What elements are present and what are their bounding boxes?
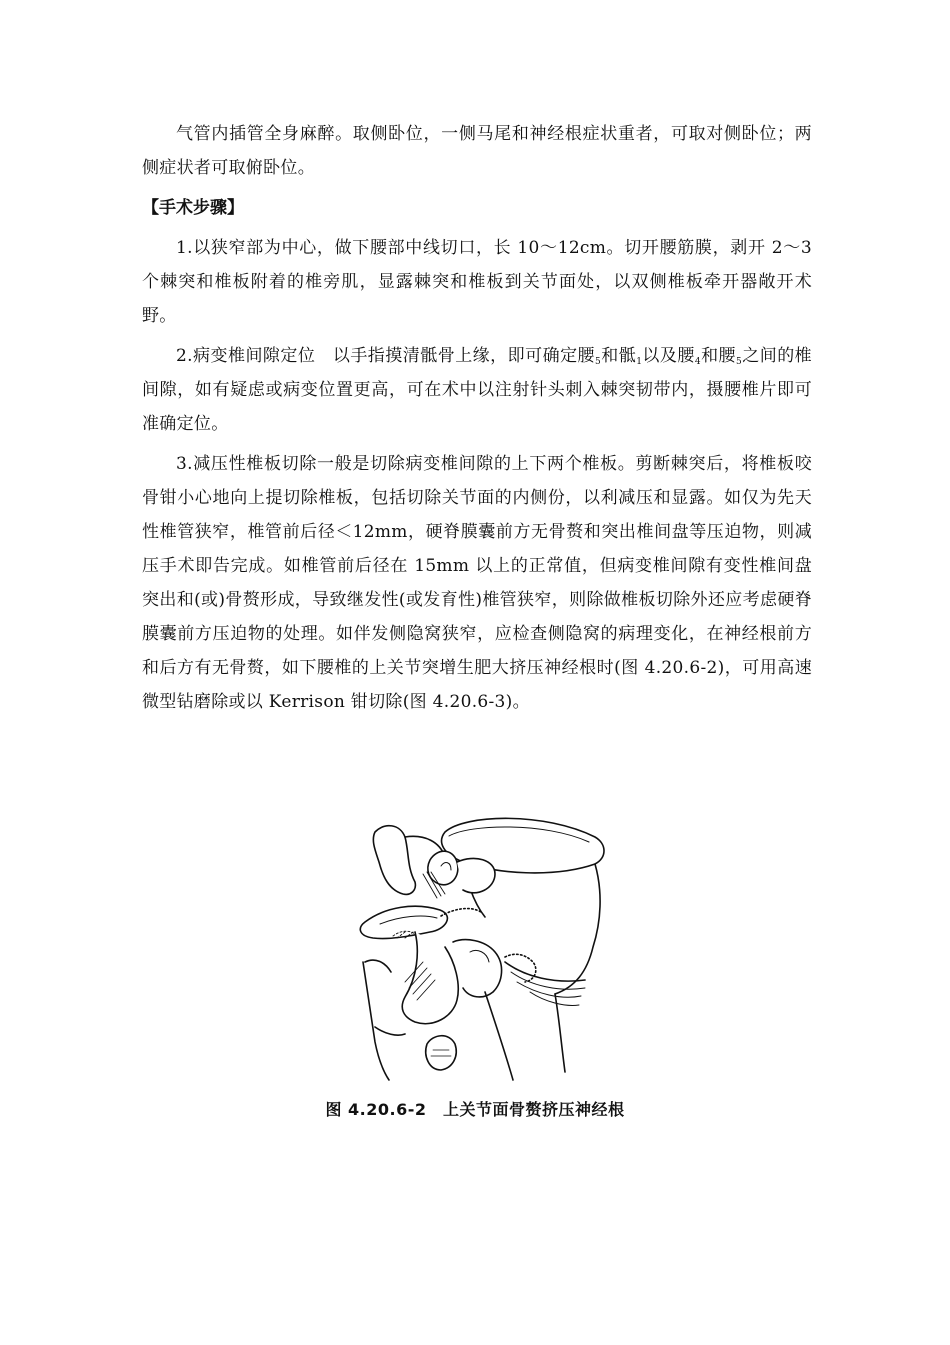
step-2-text: 之间的椎间隙，如有疑虑或病变位置更高，可在术中以注射针头刺入棘突韧带内，摄腰椎片即可准确定位。 bbox=[142, 346, 812, 434]
subscript: 1 bbox=[636, 357, 643, 367]
vertebra-illustration bbox=[345, 812, 615, 1082]
step-2-text: 2.病变椎间隙定位 以手指摸清骶骨上缘，即可确定腰 bbox=[176, 346, 596, 366]
step-2-text: 和腰 bbox=[700, 346, 737, 366]
section-heading: 【手术步骤】 bbox=[142, 198, 244, 218]
step-3-paragraph: 3.减压性椎板切除一般是切除病变椎间隙的上下两个椎板。剪断棘突后，将椎板咬骨钳小心地向上提切除椎板，包括切除关节面的内侧份，以利减压和显露。如仅为先天性椎管狭窄，椎管前后径＜12mm，硬脊膜囊前方无骨赘和突出椎间盘等压迫物，则减压手术即告完成。如椎管前后径在 15mm 以上的正常值，但病变椎间隙有变性椎间盘突出和(或)骨赘形成，导致继发性(或发育性)椎管狭窄，则除做椎板切除外还应考虑硬脊膜囊前方压迫物的处理。如伴发侧隐窝狭窄，应检查侧隐窝的病理变化，在神经根前方和后方有无骨赘，如下腰椎的上关节突增生肥大挤压神经根时(图 4.20.6-2)，可用高速微型钻磨除或以 Kerrison 钳切除(图 4.20.6-3)。 bbox=[142, 454, 812, 712]
figure-caption: 图 4.20.6-2 上关节面骨赘挤压神经根 bbox=[325, 1100, 625, 1119]
intro-paragraph: 气管内插管全身麻醉。取侧卧位，一侧马尾和神经根症状重者，可取对侧卧位；两侧症状者可取俯卧位。 bbox=[142, 124, 812, 178]
subscript: 4 bbox=[694, 357, 701, 367]
step-2-paragraph bbox=[142, 339, 812, 441]
step-2-text: 以及腰 bbox=[642, 346, 695, 366]
subscript: 5 bbox=[736, 357, 743, 367]
document-body bbox=[142, 117, 812, 725]
subscript: 5 bbox=[595, 357, 602, 367]
step-2-text: 和骶 bbox=[601, 346, 637, 366]
step-1-paragraph: 1.以狭窄部为中心，做下腰部中线切口，长 10～12cm。切开腰筋膜，剥开 2～3 个棘突和椎板附着的椎旁肌，显露棘突和椎板到关节面处，以双侧椎板牵开器敞开术野。 bbox=[142, 238, 812, 326]
